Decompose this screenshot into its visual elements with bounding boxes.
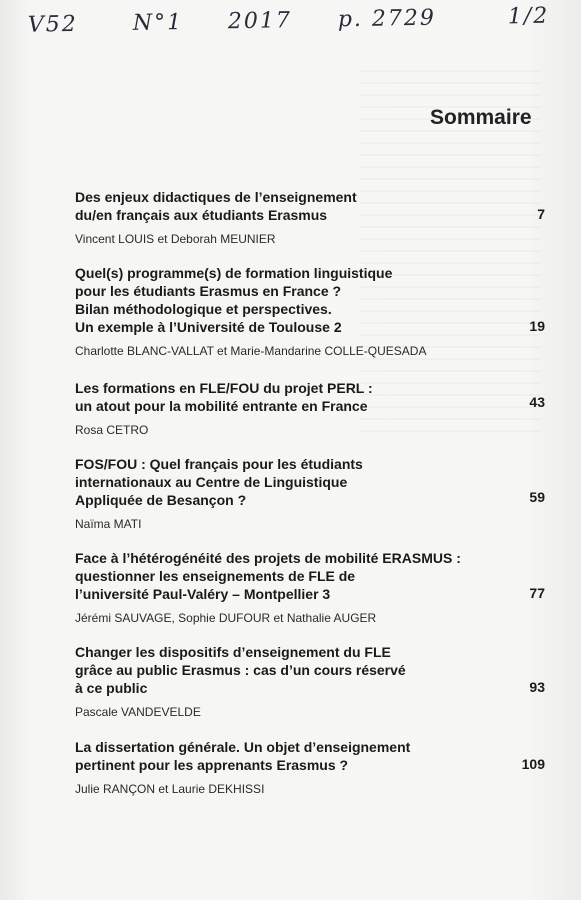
entry-authors: Charlotte BLANC-VALLAT et Marie-Mandarine COLLE-QUESADA xyxy=(75,344,427,358)
toc-entry xyxy=(75,379,545,437)
entry-title: La dissertation générale. Un objet d’enseignement pertinent pour les apprenants Erasmus ? xyxy=(75,739,411,773)
toc-entry xyxy=(75,549,545,625)
entry-authors: Naïma MATI xyxy=(75,517,142,531)
entry-page-number: 77 xyxy=(529,585,545,601)
entry-page-number: 19 xyxy=(529,318,545,334)
entry-title: FOS/FOU : Quel français pour les étudiants internationaux au Centre de Linguistique Appliquée de Besançon ? xyxy=(75,456,363,508)
entry-title: Changer les dispositifs d’enseignement du FLE grâce au public Erasmus : cas d’un cours réservé à ce public xyxy=(75,644,406,696)
entry-title: Quel(s) programme(s) de formation linguistique pour les étudiants Erasmus en France ? Bilan méthodologique et perspectives. Un exemple à l’Université de Toulouse 2 xyxy=(75,265,393,335)
entry-page-number: 109 xyxy=(521,756,545,772)
entry-authors: Rosa CETRO xyxy=(75,423,149,437)
entry-authors: Julie RANÇON et Laurie DEKHISSI xyxy=(75,782,265,796)
handwritten-volume: V52 xyxy=(27,11,79,38)
entry-page-number: 93 xyxy=(529,679,545,695)
entry-page-number: 59 xyxy=(529,489,545,505)
handwritten-note xyxy=(28,3,569,52)
toc-entry xyxy=(75,455,545,531)
entry-title: Des enjeux didactiques de l’enseignement du/en français aux étudiants Erasmus xyxy=(75,189,357,223)
entry-authors: Pascale VANDEVELDE xyxy=(75,705,201,719)
entry-page-number: 43 xyxy=(529,394,545,410)
toc-entry xyxy=(75,188,545,246)
toc-entry xyxy=(75,738,545,796)
handwritten-part: 1/2 xyxy=(507,3,550,30)
entry-authors: Vincent LOUIS et Deborah MEUNIER xyxy=(75,232,276,246)
handwritten-pages: p. 2729 xyxy=(337,5,437,33)
page-title: Sommaire xyxy=(430,106,532,129)
handwritten-year: 2017 xyxy=(227,8,293,35)
toc-entry xyxy=(75,643,545,719)
toc-entry xyxy=(75,264,545,358)
handwritten-number: N°1 xyxy=(132,10,184,36)
entry-authors: Jérémi SAUVAGE, Sophie DUFOUR et Nathalie AUGER xyxy=(75,611,377,625)
entry-title: Les formations en FLE/FOU du projet PERL : un atout pour la mobilité entrante en France xyxy=(75,380,373,414)
entry-page-number: 7 xyxy=(537,206,545,222)
entry-title: Face à l’hétérogénéité des projets de mobilité ERASMUS : questionner les enseignements de FLE de l’université Paul-Valéry – Montpellier 3 xyxy=(75,550,461,602)
